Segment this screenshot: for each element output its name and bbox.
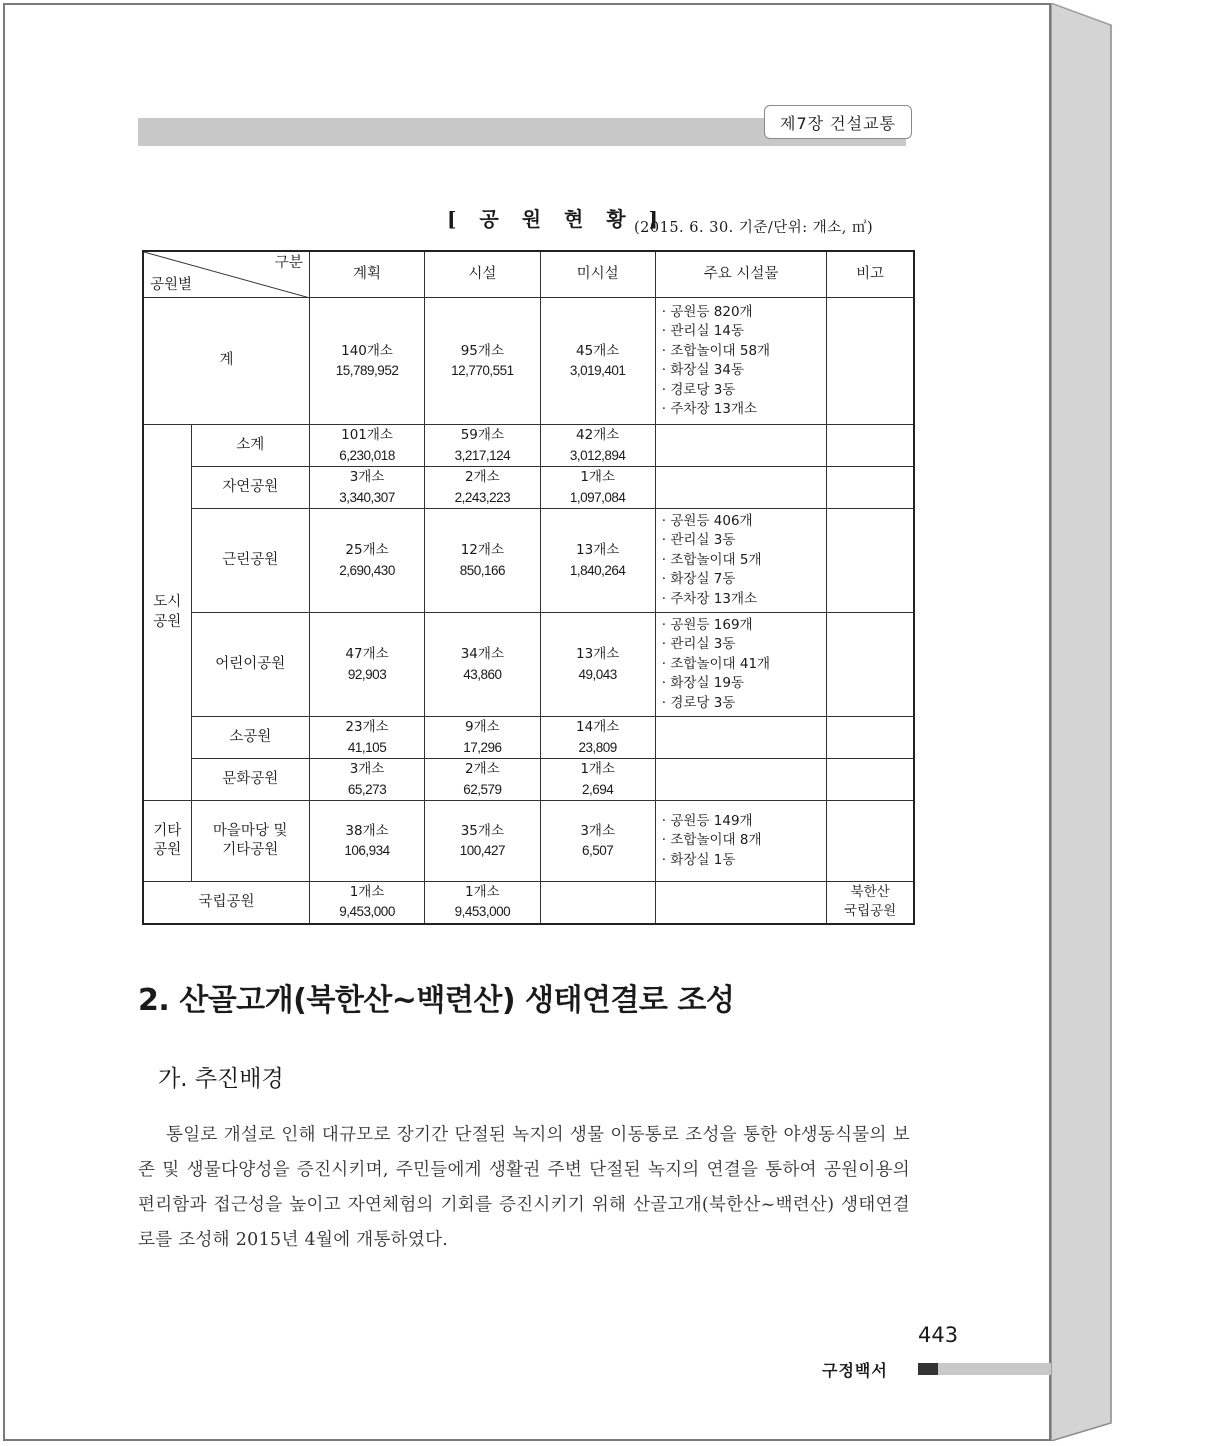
- count-value: 2개소: [465, 469, 500, 485]
- area-value: 12,770,551: [451, 363, 514, 378]
- group-city-parks: 도시 공원: [143, 425, 191, 801]
- row-name: 소계: [191, 425, 309, 467]
- header-main-facilities: 주요 시설물: [655, 251, 826, 298]
- remarks-cell: [827, 298, 914, 425]
- facility-item: · 공원등 406개: [661, 512, 753, 529]
- count-value: 1개소: [349, 883, 385, 900]
- count-value: 3개소: [349, 469, 385, 485]
- table-header-row: [143, 251, 914, 298]
- area-value: 6,507: [582, 843, 614, 858]
- area-value: 43,860: [463, 666, 502, 682]
- facility-cell: [425, 717, 540, 759]
- section-subheading: 가. 추진배경: [158, 1066, 284, 1092]
- area-value: 9,453,000: [339, 904, 395, 920]
- non-facility-cell: [540, 759, 655, 801]
- count-value: 1개소: [465, 883, 500, 900]
- header-park-type: 공원별: [150, 276, 193, 293]
- area-value: 2,690,430: [339, 562, 395, 578]
- table-title: [ 공 원 현 황 ]: [447, 207, 667, 231]
- area-value: 1,840,264: [569, 562, 626, 578]
- facility-item: · 공원등 169개: [661, 616, 753, 633]
- facility-item: · 화장실 7동: [661, 571, 736, 588]
- area-value: 17,296: [463, 739, 502, 755]
- facility-cell: [425, 801, 540, 882]
- facility-cell: [425, 613, 540, 717]
- table-row: [143, 801, 914, 882]
- remarks-cell: [827, 425, 914, 467]
- header-category: 구분: [274, 255, 303, 271]
- area-value: 3,217,124: [454, 447, 511, 463]
- facility-item: · 조합놀이대 5개: [661, 551, 762, 568]
- area-value: 92,903: [347, 666, 387, 682]
- facility-item: · 화장실 19동: [661, 675, 745, 692]
- count-value: 2개소: [465, 761, 500, 777]
- count-value: 13개소: [576, 542, 620, 558]
- facility-item: · 조합놀이대 8개: [661, 832, 762, 849]
- non-facility-cell: [540, 509, 655, 613]
- non-facility-cell: [540, 717, 655, 759]
- remarks-cell: [827, 717, 914, 759]
- facility-item: · 조합놀이대 58개: [661, 342, 771, 359]
- plan-cell: [309, 613, 424, 717]
- table-row: [143, 759, 914, 801]
- area-value: 2,694: [582, 781, 614, 797]
- plan-cell: [309, 882, 424, 924]
- facility-cell: [425, 759, 540, 801]
- facility-item: · 관리실 3동: [661, 532, 736, 549]
- main-facilities-cell: [655, 509, 826, 613]
- area-value: 6,230,018: [339, 447, 395, 463]
- remarks-cell: [827, 759, 914, 801]
- table-row: [143, 425, 914, 467]
- row-name: 국립공원: [143, 882, 309, 924]
- facility-item: · 경로당 3동: [661, 381, 736, 398]
- facility-item: · 화장실 1동: [661, 851, 736, 868]
- section-heading: 2. 산골고개(북한산~백련산) 생태연결로 조성: [138, 983, 735, 1018]
- area-value: 1,097,084: [569, 489, 626, 505]
- count-value: 12개소: [460, 542, 504, 558]
- row-name: 어린이공원: [191, 613, 309, 717]
- remarks-cell: [827, 801, 914, 882]
- count-value: 9개소: [465, 719, 500, 735]
- plan-cell: [309, 425, 424, 467]
- count-value: 38개소: [345, 822, 389, 839]
- footer-bar: [938, 1363, 1051, 1375]
- area-value: 41,105: [347, 739, 387, 755]
- count-value: 3개소: [580, 822, 615, 839]
- count-value: 1개소: [580, 761, 615, 777]
- plan-cell: [309, 509, 424, 613]
- table-row: [143, 509, 914, 613]
- count-value: 14개소: [576, 719, 620, 735]
- main-facilities-cell: [655, 801, 826, 882]
- remarks-cell: [827, 467, 914, 509]
- facility-cell: [425, 509, 540, 613]
- plan-cell: [309, 759, 424, 801]
- facility-cell: [425, 298, 540, 425]
- table-row: [143, 613, 914, 717]
- area-value: 850,166: [459, 562, 505, 578]
- count-value: 35개소: [460, 822, 504, 839]
- area-value: 15,789,952: [335, 363, 399, 378]
- header-non-facility: 미시설: [540, 251, 655, 298]
- plan-cell: [309, 298, 424, 425]
- count-value: 140개소: [341, 342, 393, 359]
- facility-item: · 공원등 149개: [661, 812, 753, 829]
- area-value: 65,273: [347, 781, 387, 797]
- row-name: 소공원: [191, 717, 309, 759]
- area-value: 106,934: [344, 843, 390, 858]
- non-facility-cell: [540, 467, 655, 509]
- row-name: 마을마당 및 기타공원: [191, 801, 309, 882]
- header-plan: 계획: [309, 251, 424, 298]
- table-row: [143, 882, 914, 924]
- row-name: 근린공원: [191, 509, 309, 613]
- facility-item: · 경로당 3동: [661, 694, 736, 711]
- body-paragraph: 통일로 개설로 인해 대규모로 장기간 단절된 녹지의 생물 이동통로 조성을 통한 야생동식물의 보존 및 생물다양성을 증진시키며, 주민들에게 생활권 주변 단절된 녹지의 연결을 통하여 공원이용의 편리함과 접근성을 높이고 자연체험의 기회를 증진시키기 위해 산골고개(북한산~백련산) 생태연결로를 조성해 2015년 4월에 개통하였다.: [138, 1125, 910, 1250]
- facility-item: · 화장실 34동: [661, 362, 745, 378]
- non-facility-cell: [540, 801, 655, 882]
- footer-mark: [918, 1363, 938, 1375]
- facility-item: · 관리실 3동: [661, 636, 736, 653]
- header-remarks: 비고: [827, 251, 914, 298]
- count-value: 95개소: [460, 342, 504, 359]
- area-value: 100,427: [459, 843, 505, 858]
- remarks-cell: 북한산 국립공원: [827, 882, 914, 924]
- page-number: 443: [918, 1323, 959, 1347]
- main-facilities-cell: [655, 759, 826, 801]
- count-value: 101개소: [341, 427, 393, 443]
- area-value: 9,453,000: [454, 904, 511, 920]
- plan-cell: [309, 801, 424, 882]
- table-row: [143, 467, 914, 509]
- row-name: 계: [143, 298, 309, 425]
- area-value: 62,579: [463, 781, 502, 797]
- main-facilities-cell: [655, 425, 826, 467]
- main-facilities-cell: [655, 298, 826, 425]
- count-value: 45개소: [576, 342, 620, 359]
- footer-label: 구정백서: [822, 1361, 888, 1380]
- table-row: [143, 298, 914, 425]
- main-facilities-cell: [655, 882, 826, 924]
- area-value: 3,340,307: [339, 489, 395, 505]
- diagonal-header-cell: [143, 251, 309, 298]
- facility-cell: [425, 882, 540, 924]
- non-facility-cell: [540, 613, 655, 717]
- non-facility-cell: [540, 882, 655, 924]
- area-value: 49,043: [578, 666, 617, 682]
- count-value: 13개소: [576, 646, 620, 662]
- count-value: 25개소: [345, 542, 389, 558]
- facility-item: · 주차장 13개소: [661, 401, 758, 417]
- area-value: 23,809: [578, 739, 617, 755]
- main-facilities-cell: [655, 613, 826, 717]
- table-row: [143, 717, 914, 759]
- group-other-parks: 기타 공원: [143, 801, 191, 882]
- main-facilities-cell: [655, 717, 826, 759]
- count-value: 59개소: [460, 427, 504, 443]
- book-thickness-edge: [1051, 3, 1113, 1441]
- header-facility: 시설: [425, 251, 540, 298]
- area-value: 3,012,894: [569, 447, 626, 463]
- facility-item: · 공원등 820개: [661, 303, 753, 320]
- facility-cell: [425, 425, 540, 467]
- facility-item: · 관리실 14동: [661, 323, 745, 339]
- area-value: 3,019,401: [569, 363, 626, 378]
- count-value: 23개소: [345, 719, 389, 735]
- row-name: 자연공원: [191, 467, 309, 509]
- count-value: 47개소: [345, 646, 389, 662]
- non-facility-cell: [540, 298, 655, 425]
- count-value: 42개소: [576, 427, 620, 443]
- count-value: 1개소: [580, 469, 615, 485]
- non-facility-cell: [540, 425, 655, 467]
- facility-item: · 조합놀이대 41개: [661, 655, 771, 672]
- main-facilities-cell: [655, 467, 826, 509]
- facility-item: · 주차장 13개소: [661, 590, 758, 607]
- area-value: 2,243,223: [454, 489, 511, 505]
- facility-cell: [425, 467, 540, 509]
- parks-status-table: [142, 250, 915, 925]
- remarks-cell: [827, 509, 914, 613]
- plan-cell: [309, 467, 424, 509]
- chapter-tab: 제7장 건설교통: [764, 105, 912, 139]
- plan-cell: [309, 717, 424, 759]
- table-note: (2015. 6. 30. 기준/단위: 개소, ㎡): [634, 220, 874, 236]
- count-value: 34개소: [460, 646, 504, 662]
- count-value: 3개소: [349, 761, 385, 777]
- row-name: 문화공원: [191, 759, 309, 801]
- remarks-cell: [827, 613, 914, 717]
